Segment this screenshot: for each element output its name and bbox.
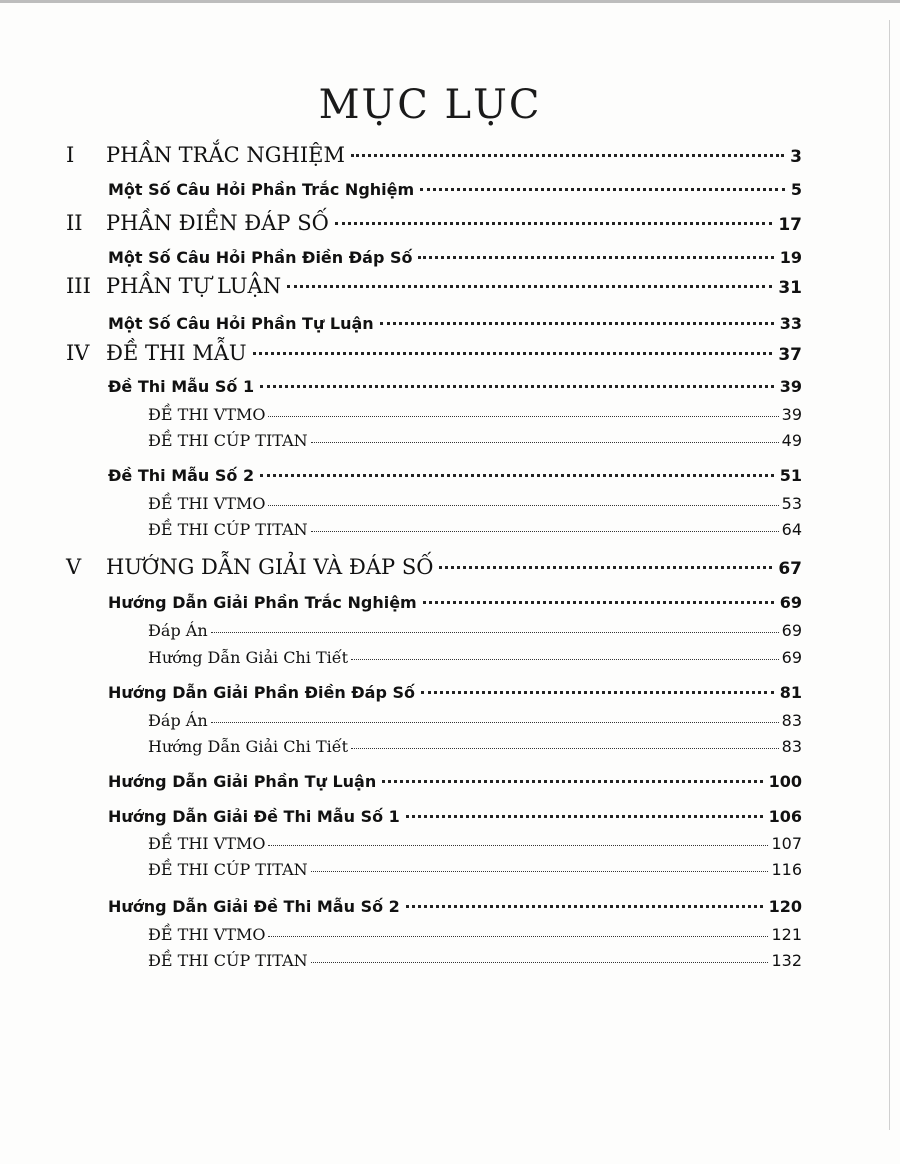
toc-section[interactable] bbox=[108, 807, 802, 826]
dot-leader bbox=[211, 632, 779, 633]
dot-leader bbox=[268, 936, 768, 937]
dot-leader bbox=[351, 659, 779, 660]
page-number: 33 bbox=[779, 314, 802, 333]
toc-subsection[interactable] bbox=[148, 834, 802, 853]
section-title: Đề Thi Mẫu Số 2 bbox=[108, 466, 255, 485]
sub-title: Đáp Án bbox=[148, 711, 208, 730]
sub-title: Hướng Dẫn Giải Chi Tiết bbox=[148, 648, 348, 667]
toc-part[interactable] bbox=[66, 555, 802, 579]
dot-leader bbox=[260, 474, 774, 477]
page-number: 31 bbox=[778, 278, 802, 298]
dot-leader bbox=[268, 505, 778, 506]
dot-leader bbox=[380, 322, 774, 325]
toc-section[interactable] bbox=[108, 466, 802, 485]
toc-subsection[interactable] bbox=[148, 737, 802, 756]
section-title: Hướng Dẫn Giải Đề Thi Mẫu Số 2 bbox=[108, 897, 400, 916]
toc-subsection[interactable] bbox=[148, 711, 802, 730]
sub-title: ĐỀ THI VTMO bbox=[148, 925, 266, 944]
section-title: Hướng Dẫn Giải Phần Tự Luận bbox=[108, 772, 377, 791]
page-number: 69 bbox=[781, 648, 802, 667]
toc-section[interactable] bbox=[108, 377, 802, 396]
dot-leader bbox=[268, 845, 768, 846]
toc-subsection[interactable] bbox=[148, 405, 802, 424]
page-number: 120 bbox=[768, 897, 802, 916]
dot-leader bbox=[351, 748, 779, 749]
dot-leader bbox=[335, 222, 773, 225]
page-number: 69 bbox=[779, 593, 802, 612]
page-number: 17 bbox=[778, 215, 802, 235]
toc-subsection[interactable] bbox=[148, 925, 802, 944]
section-title: Hướng Dẫn Giải Phần Điền Đáp Số bbox=[108, 683, 416, 702]
part-title: ĐỀ THI MẪU bbox=[106, 341, 247, 365]
page-number: 107 bbox=[771, 834, 802, 853]
dot-leader bbox=[406, 815, 763, 818]
part-title: HƯỚNG DẪN GIẢI VÀ ĐÁP SỐ bbox=[106, 555, 434, 579]
toc-part[interactable] bbox=[66, 143, 802, 167]
page-number: 5 bbox=[790, 180, 802, 199]
toc-section[interactable] bbox=[108, 897, 802, 916]
page-number: 67 bbox=[778, 559, 802, 579]
part-title: PHẦN TRẮC NGHIỆM bbox=[106, 143, 345, 167]
section-title: Hướng Dẫn Giải Phần Trắc Nghiệm bbox=[108, 593, 417, 612]
dot-leader bbox=[420, 188, 785, 191]
toc-subsection[interactable] bbox=[148, 520, 802, 539]
toc-section[interactable] bbox=[108, 180, 802, 199]
dot-leader bbox=[311, 962, 769, 963]
page-number: 19 bbox=[779, 248, 802, 267]
part-number: II bbox=[66, 211, 83, 235]
page-number: 53 bbox=[781, 494, 802, 513]
dot-leader bbox=[253, 352, 773, 355]
page-number: 49 bbox=[781, 431, 802, 450]
toc-section[interactable] bbox=[108, 593, 802, 612]
toc-subsection[interactable] bbox=[148, 860, 802, 879]
page-title: MỤC LỤC bbox=[318, 82, 542, 128]
dot-leader bbox=[351, 154, 784, 157]
toc-subsection[interactable] bbox=[148, 621, 802, 640]
dot-leader bbox=[382, 780, 762, 783]
section-title: Đề Thi Mẫu Số 1 bbox=[108, 377, 255, 396]
part-number: III bbox=[66, 274, 91, 298]
part-title: PHẦN TỰ LUẬN bbox=[106, 274, 282, 298]
toc-part[interactable] bbox=[66, 211, 802, 235]
sub-title: ĐỀ THI VTMO bbox=[148, 834, 266, 853]
page-number: 81 bbox=[779, 683, 802, 702]
dot-leader bbox=[260, 385, 774, 388]
toc-subsection[interactable] bbox=[148, 431, 802, 450]
dot-leader bbox=[211, 722, 779, 723]
section-title: Một Số Câu Hỏi Phần Trắc Nghiệm bbox=[108, 180, 415, 199]
page-number: 106 bbox=[768, 807, 802, 826]
page-number: 3 bbox=[790, 147, 802, 167]
page-number: 121 bbox=[771, 925, 802, 944]
toc-section[interactable] bbox=[108, 314, 802, 333]
page-number: 39 bbox=[781, 405, 802, 424]
dot-leader bbox=[311, 442, 779, 443]
page-number: 37 bbox=[778, 345, 802, 365]
part-number: V bbox=[66, 555, 82, 579]
toc-part[interactable] bbox=[66, 274, 802, 298]
page-number: 69 bbox=[781, 621, 802, 640]
page-number: 83 bbox=[781, 711, 802, 730]
page-number: 64 bbox=[781, 520, 802, 539]
toc-part[interactable] bbox=[66, 341, 802, 365]
dot-leader bbox=[439, 566, 772, 569]
dot-leader bbox=[311, 871, 769, 872]
part-number: I bbox=[66, 143, 75, 167]
page-number: 132 bbox=[771, 951, 802, 970]
part-number: IV bbox=[66, 341, 90, 365]
dot-leader bbox=[268, 416, 778, 417]
page-number: 51 bbox=[779, 466, 802, 485]
sub-title: ĐỀ THI VTMO bbox=[148, 494, 266, 513]
toc-section[interactable] bbox=[108, 683, 802, 702]
toc-section[interactable] bbox=[108, 772, 802, 791]
dot-leader bbox=[421, 691, 774, 694]
page-number: 116 bbox=[771, 860, 802, 879]
sub-title: Hướng Dẫn Giải Chi Tiết bbox=[148, 737, 348, 756]
sub-title: ĐỀ THI CÚP TITAN bbox=[148, 951, 308, 970]
dot-leader bbox=[311, 531, 779, 532]
part-title: PHẦN ĐIỀN ĐÁP SỐ bbox=[106, 211, 329, 235]
section-title: Hướng Dẫn Giải Đề Thi Mẫu Số 1 bbox=[108, 807, 400, 826]
sub-title: ĐỀ THI CÚP TITAN bbox=[148, 431, 308, 450]
page-number: 83 bbox=[781, 737, 802, 756]
toc-subsection[interactable] bbox=[148, 494, 802, 513]
dot-leader bbox=[418, 256, 773, 259]
page-number: 39 bbox=[779, 377, 802, 396]
toc-subsection[interactable] bbox=[148, 951, 802, 970]
toc-subsection[interactable] bbox=[148, 648, 802, 667]
sub-title: ĐỀ THI VTMO bbox=[148, 405, 266, 424]
section-title: Một Số Câu Hỏi Phần Tự Luận bbox=[108, 314, 374, 333]
sub-title: Đáp Án bbox=[148, 621, 208, 640]
section-title: Một Số Câu Hỏi Phần Điền Đáp Số bbox=[108, 248, 413, 267]
toc-section[interactable] bbox=[108, 248, 802, 267]
sub-title: ĐỀ THI CÚP TITAN bbox=[148, 860, 308, 879]
sub-title: ĐỀ THI CÚP TITAN bbox=[148, 520, 308, 539]
dot-leader bbox=[423, 601, 774, 604]
page-number: 100 bbox=[768, 772, 802, 791]
dot-leader bbox=[406, 905, 763, 908]
dot-leader bbox=[287, 285, 772, 288]
